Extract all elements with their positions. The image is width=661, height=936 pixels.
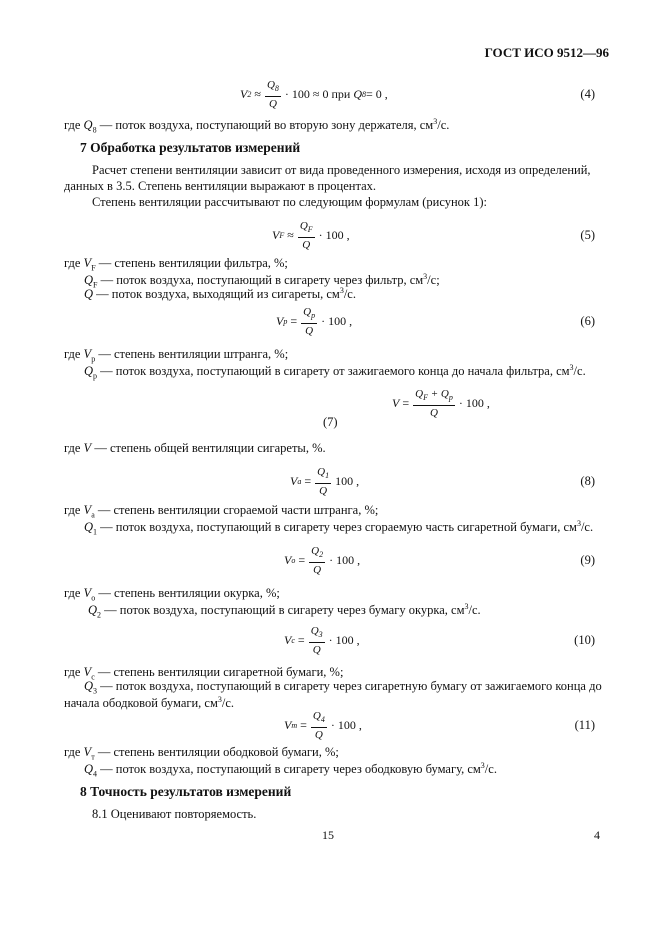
eq9-desc-1: где $V_o$ — степень вентиляции окурка, %; <box>64 586 280 603</box>
eq10-desc-cont: начала ободковой бумаги, $см^3/с$. <box>64 695 235 711</box>
paragraph-7-2: Степень вентиляции рассчитывают по следующим формулам (рисунок 1): <box>92 195 487 209</box>
eq5-desc-1: где $V_F$ — степень вентиляции фильтра, %; <box>64 256 288 273</box>
equation-7-number: (7) <box>323 415 338 429</box>
paragraph-8-1: 8.1 Оценивают повторяемость. <box>92 807 257 821</box>
equation-11: V т = $\frac{Q_4}{Q}$ · 100 , (11) <box>284 710 595 742</box>
eq8-desc-1: где $V_a$ — степень вентиляции сгораемой части штранга, %; <box>64 503 379 520</box>
eq11-desc-2: $Q_4$ — поток воздуха, поступающий в сигарету через ободковую бумагу, $см^3/с$. <box>84 761 497 779</box>
equation-10: V c = $\frac{Q_3}{Q}$ · 100 , (10) <box>284 625 595 657</box>
equation-6: V p = $\frac{Q_p}{Q}$ · 100 , (6) <box>276 306 595 338</box>
sheet-number: 4 <box>594 828 600 842</box>
equation-7: V = $\frac{Q_F + Q_p}{Q}$ · 100 , <box>392 388 490 420</box>
section-8-title: 8 Точность результатов измерений <box>80 784 292 799</box>
equation-number: (4) <box>580 87 595 101</box>
eq9-desc-2: $Q_2$ — поток воздуха, поступающий в сигарету через бумагу окурка, $см^3/с$. <box>88 602 481 620</box>
eq11-desc-1: где $V_т$ — степень вентиляции ободковой бумаги, %; <box>64 745 339 762</box>
equation-number: (6) <box>580 314 595 328</box>
section-7-title: 7 Обработка результатов измерений <box>80 140 301 155</box>
doc-header: ГОСТ ИСО 9512—96 <box>484 45 609 60</box>
eq5-desc-2: $Q_F$ — поток воздуха, поступающий в сигарету через фильтр, $см^3/с$; <box>84 272 440 290</box>
equation-number: (11) <box>574 718 595 732</box>
equation-number: (10) <box>574 633 595 647</box>
page-number: 15 <box>322 828 334 842</box>
eq7-description: где V — степень общей вентиляции сигареты, %. <box>64 441 326 455</box>
equation-number: (8) <box>580 474 595 488</box>
paragraph-7-1: Расчет степени вентиляции зависит от вида проведенного измерения, исходя из определений, данных в 3.5. Степень вентиляции выражают в процентах. <box>64 163 591 193</box>
eq5-desc-3: Q — поток воздуха, выходящий из сигареты, $см^3/с$. <box>84 286 356 302</box>
eq6-desc-1: где $V_p$ — степень вентиляции штранга, %; <box>64 347 289 364</box>
equation-number: (9) <box>580 553 595 567</box>
equation-9: V o = $\frac{Q_2}{Q}$ · 100 , (9) <box>284 545 595 577</box>
equation-number: (5) <box>580 228 595 242</box>
eq4-description: где $Q_8$ — поток воздуха, поступающий во вторую зону держателя, $см^3/с$. <box>64 117 450 135</box>
eq10-desc-1: где $V_c$ — степень вентиляции сигаретной бумаги, %; <box>64 665 344 682</box>
equation-8: V a = $\frac{Q_1}{Q}$ 100 , (8) <box>290 466 595 498</box>
equation-4: V 2 ≈ $\frac{Q_8}{Q}$ · 100 ≈ 0 при Q 8 = 0 , (4) <box>240 79 595 111</box>
eq6-desc-2: $Q_p$ — поток воздуха, поступающий в сигарету от зажигаемого конца до начала фильтра, $см^3/с$. <box>84 363 586 381</box>
equation-5: V F ≈ $\frac{Q_F}{Q}$ · 100 , (5) <box>272 220 595 252</box>
eq8-desc-2: $Q_1$ — поток воздуха, поступающий в сигарету через сгораемую часть сигаретной бумаги, $см^3/с$. <box>84 519 594 537</box>
eq10-desc-2: $Q_3$ — поток воздуха, поступающий в сигарету через сигаретную бумагу от зажигаемого конца до <box>84 679 602 696</box>
